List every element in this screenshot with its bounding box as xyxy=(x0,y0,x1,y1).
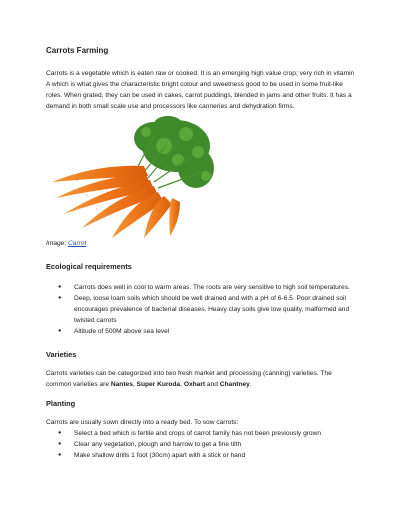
separator: , xyxy=(180,381,184,388)
carrot-link[interactable]: Carrot xyxy=(68,240,87,247)
separator: , xyxy=(132,381,137,388)
varieties-paragraph xyxy=(46,368,358,390)
carrots-photo xyxy=(46,116,218,240)
separator: and xyxy=(205,381,220,388)
planting-list xyxy=(58,428,358,461)
document-title: Carrots Farming xyxy=(46,46,109,55)
variety-name: Oxhart xyxy=(183,381,206,388)
planting-heading: Planting xyxy=(46,399,76,408)
planting-paragraph: Carrots are usually sown directly into a ready bed. To sow carrots: xyxy=(46,419,239,426)
list-item: ● Altitude of 500M above sea level xyxy=(58,326,358,337)
varieties-heading: Varieties xyxy=(46,350,77,359)
caption-label: Image: xyxy=(46,240,67,247)
list-item: ● Deep, loose loam soils which should be well drained and with a pH of 6-6.5. Poor drained soil encourages prevalence of bacterial diseases. Heavy clay soils give low quality, malformed and twisted carrots xyxy=(58,293,358,326)
variety-name: Super Kuroda xyxy=(136,381,181,388)
period: . xyxy=(249,381,252,388)
variety-name: Nantes xyxy=(110,381,133,388)
list-item: ● Carrots does well in cool to warm areas. The roots are very sensitive to high soil temperatures. xyxy=(58,282,358,293)
list-item: ● Clear any vegetation, plough and harrow to get a fine tilth xyxy=(58,439,358,450)
image-caption xyxy=(46,240,86,247)
list-item: ● Make shallow drills 1 foot (30cm) apart with a stick or hand xyxy=(58,450,358,461)
variety-name: Chantney xyxy=(219,381,250,388)
varieties-text: Carrots varieties can be categorized into two fresh market and processing (canning) varieties. The common varieties are xyxy=(46,370,332,388)
ecological-heading: Ecological requirements xyxy=(46,262,132,271)
list-item: ● Select a bed which is fertile and crops of carrot family has not been previously grown xyxy=(58,428,358,439)
intro-paragraph: Carrots is a vegetable which is eaten raw or cooked. It is an emerging high value crop; very rich in vitamin A which is what gives the characteristic bright colour and sweetness good to be used in some fruit-like roles. When grated, they can be used in cakes, carrot puddings, blended in jams and other fruits. It has a demand in both small scale use and processors like canneries and dehydration firms. xyxy=(46,70,355,110)
ecological-list xyxy=(58,282,358,337)
